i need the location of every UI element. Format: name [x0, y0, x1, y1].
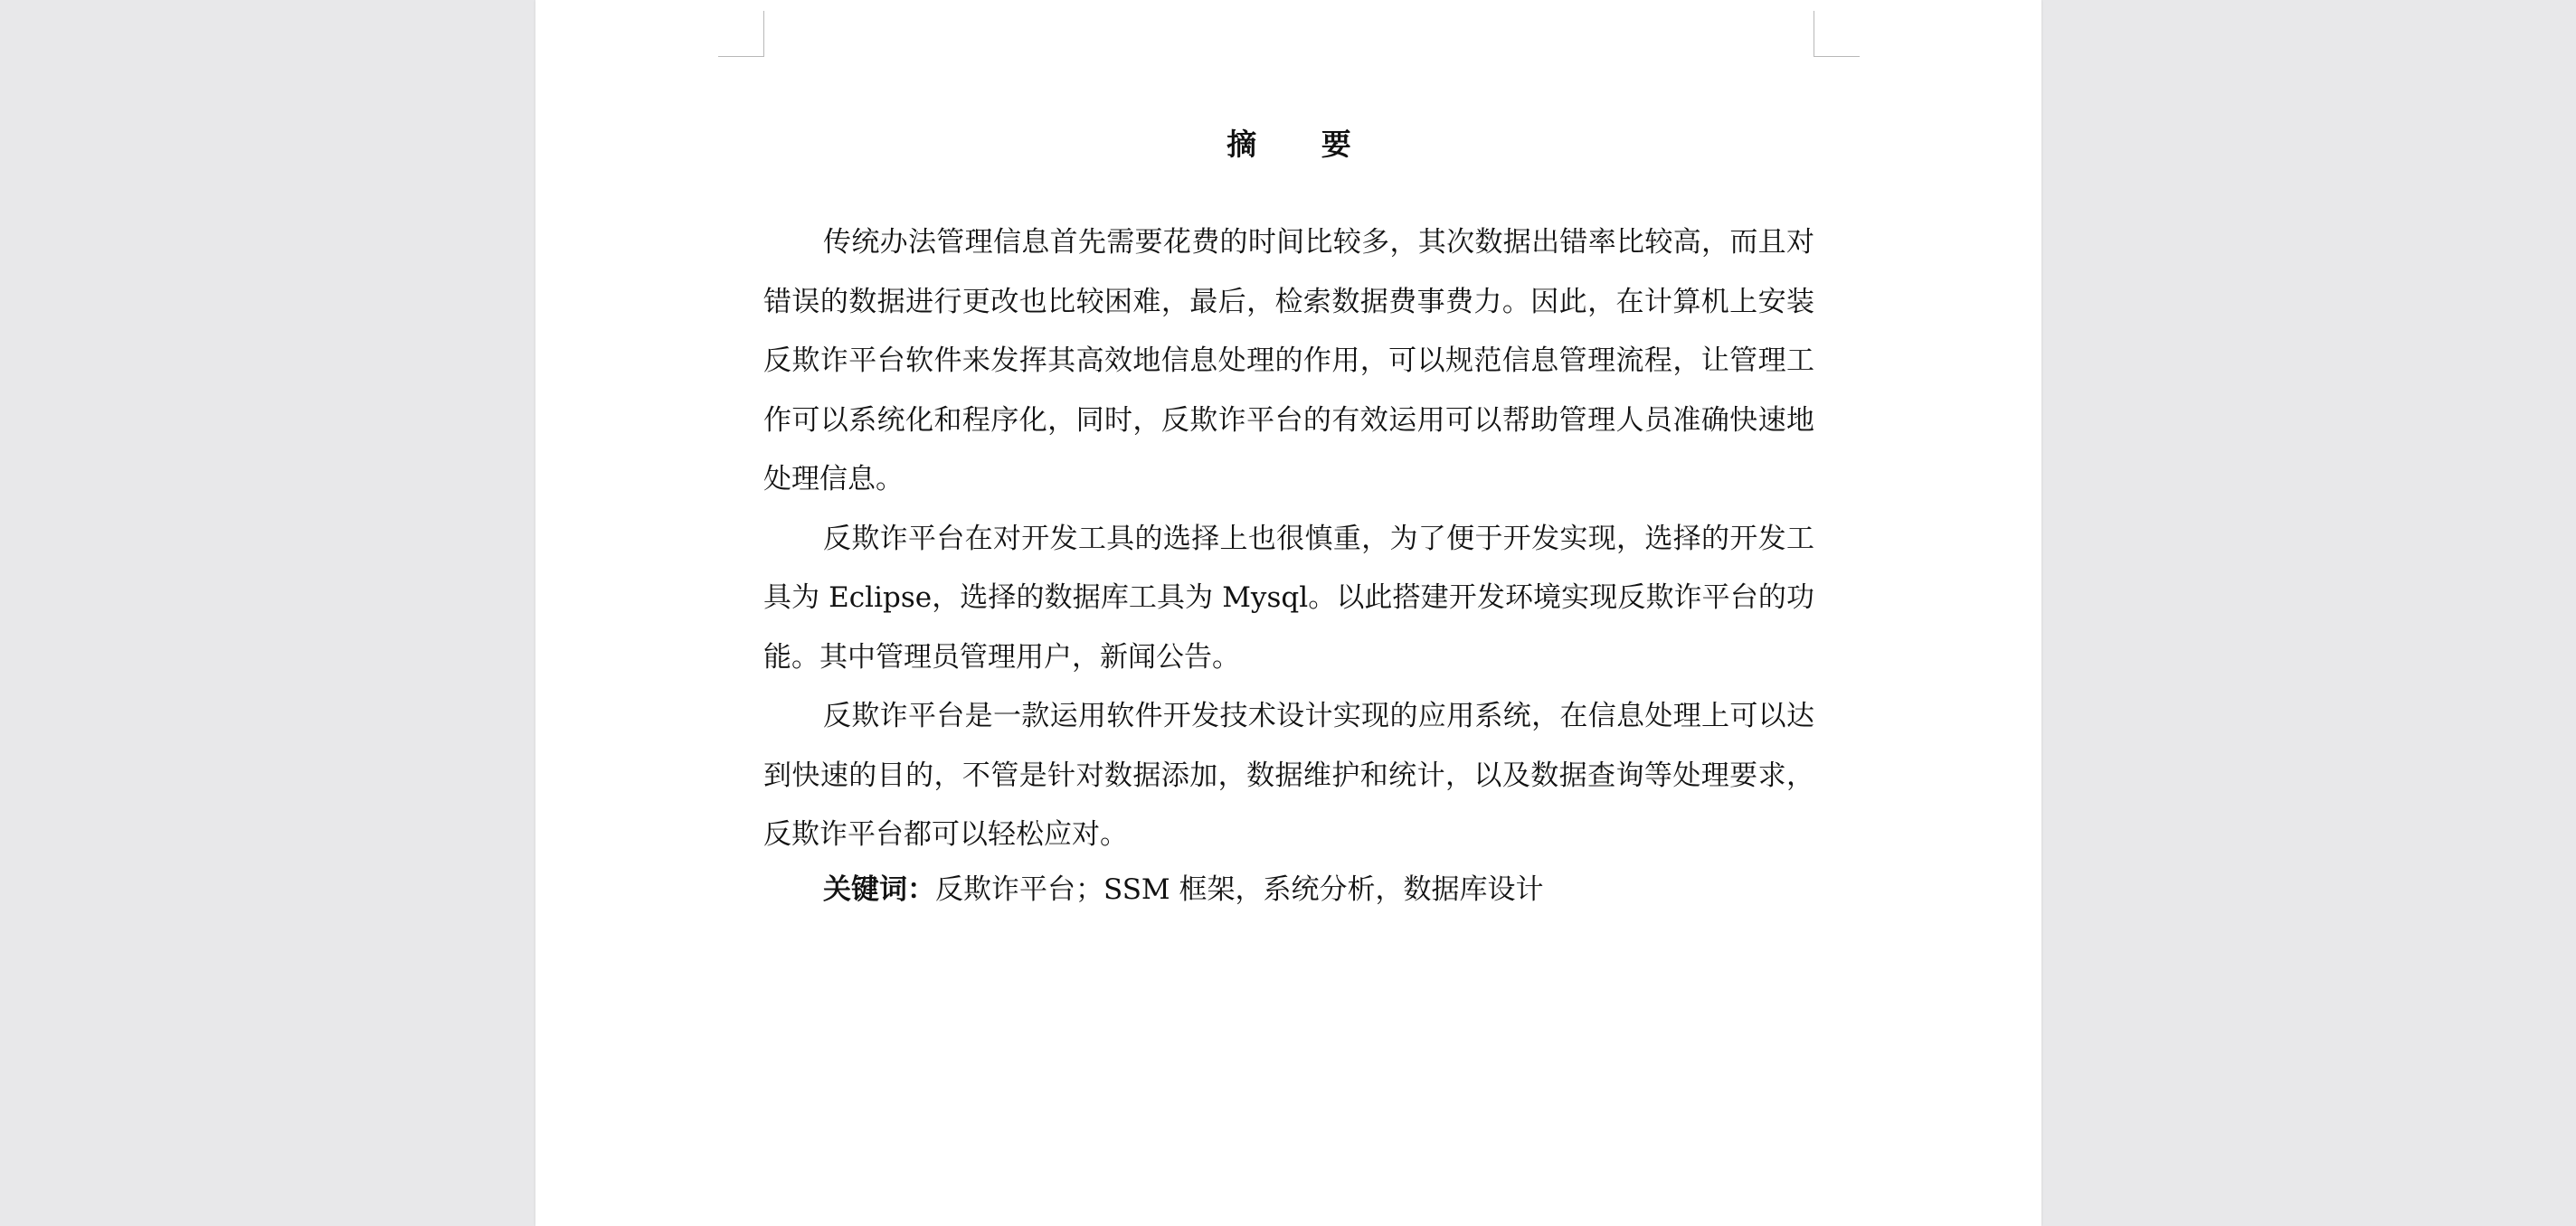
keywords-line: [763, 865, 1814, 914]
margin-corner-mark-top-left: [718, 11, 764, 57]
keywords-label: 关键词：: [823, 872, 935, 906]
page-content: [763, 118, 1814, 914]
margin-corner-mark-top-right: [1814, 11, 1860, 57]
abstract-title: 摘 要: [1226, 127, 1378, 162]
abstract-paragraph-1: 传统办法管理信息首先需要花费的时间比较多，其次数据出错率比较高，而且对错误的数据进行更改也比较困难，最后，检索数据费事费力。因此，在计算机上安装反欺诈平台软件来发挥其高效地信息处理的作用，可以规范信息管理流程，让管理工作可以系统化和程序化，同时，反欺诈平台的有效运用可以帮助管理人员准确快速地处理信息。: [763, 226, 1814, 495]
keywords-text: 反欺诈平台；SSM 框架，系统分析，数据库设计: [935, 872, 1544, 906]
document-page: [535, 0, 2041, 1226]
abstract-paragraph-3: 反欺诈平台是一款运用软件开发技术设计实现的应用系统，在信息处理上可以达到快速的目的，不管是针对数据添加，数据维护和统计，以及数据查询等处理要求，反欺诈平台都可以轻松应对。: [763, 700, 1814, 851]
abstract-paragraph-2: 反欺诈平台在对开发工具的选择上也很慎重，为了便于开发实现，选择的开发工具为 Eclipse，选择的数据库工具为 Mysql。以此搭建开发环境实现反欺诈平台的功能。其中管理员管理用户，新闻公告。: [763, 522, 1814, 674]
